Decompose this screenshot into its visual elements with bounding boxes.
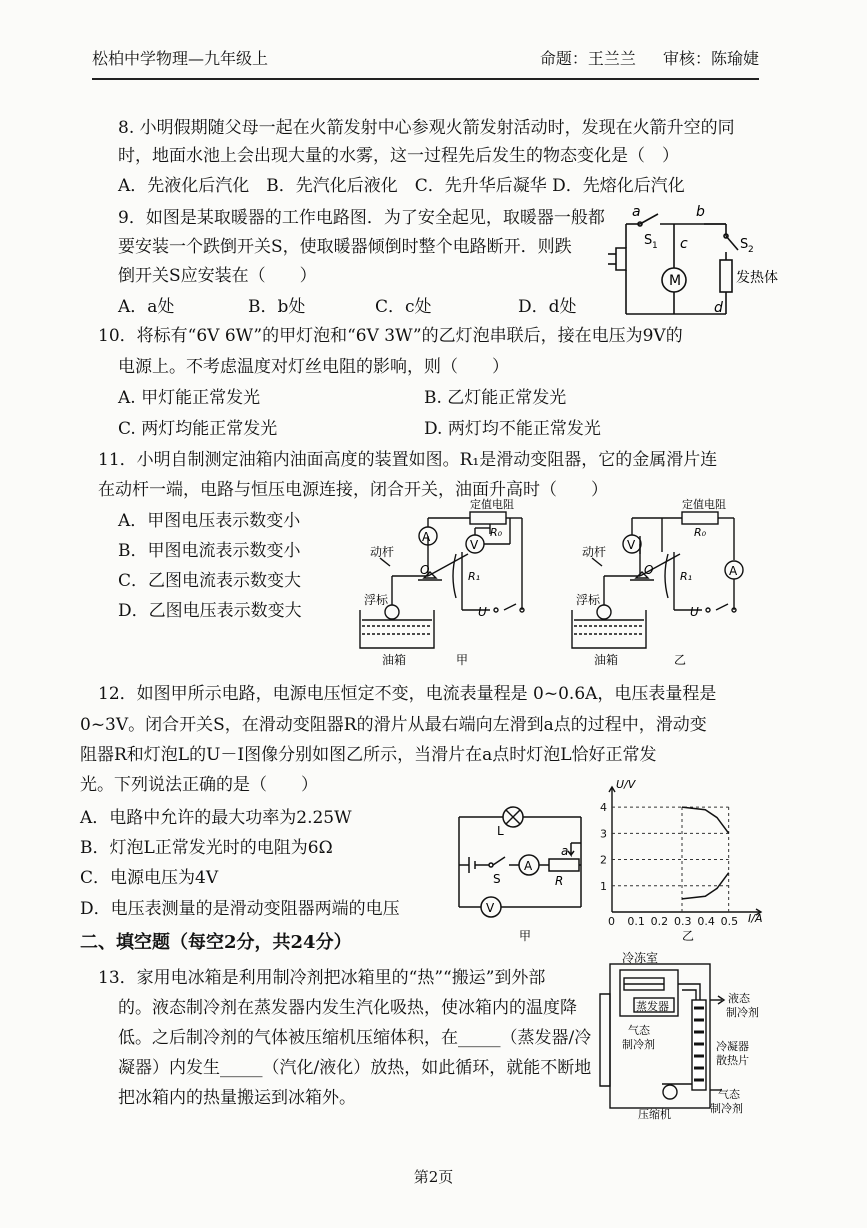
q11-figure-jia bbox=[350, 500, 540, 670]
chart-series-line-1 bbox=[682, 807, 729, 833]
q9-label-s1-sub: 1 bbox=[652, 241, 658, 251]
q11-option-c: C．乙图电流表示数变大 bbox=[118, 571, 302, 591]
header-title: 松柏中学物理—九年级上 bbox=[92, 49, 269, 68]
q12-line1: 12．如图甲所示电路，电源电压恒定不变，电流表量程是 0~0.6A，电压表量程是 bbox=[98, 684, 717, 704]
q11-jia-float: 浮标 bbox=[364, 593, 389, 607]
q13-condenser-label bbox=[716, 1039, 753, 1067]
q10-option-b: B. 乙灯能正常发光 bbox=[424, 388, 567, 408]
q11-option-d: D．乙图电压表示数变大 bbox=[118, 601, 302, 621]
q12-chart-caption: 乙 bbox=[682, 929, 695, 943]
q9-option-a: A．a处 bbox=[118, 297, 175, 317]
q13-gas-refrig-l1: 气态 bbox=[628, 1024, 650, 1037]
q13-evaporator-label: 蒸发器 bbox=[636, 1000, 669, 1013]
q13-fridge-diagram bbox=[592, 950, 792, 1120]
q11-yi-ammeter: A bbox=[729, 564, 738, 578]
q11-line1: 11．小明自制测定油箱内油面高度的装置如图。R₁是滑动变阻器，它的金属滑片连 bbox=[98, 450, 718, 470]
q11-jia-r1: R₁ bbox=[468, 570, 481, 583]
chart-y-tick-label: 4 bbox=[600, 801, 607, 815]
q13-compressor-label: 压缩机 bbox=[638, 1108, 671, 1121]
q12-jia-caption: 甲 bbox=[519, 929, 532, 943]
q9-label-s2-sub: 2 bbox=[748, 245, 754, 255]
q9-heater-label: 发热体 bbox=[736, 270, 778, 286]
q9-line1: 9．如图是某取暖器的工作电路图．为了安全起见，取暖器一般都 bbox=[118, 208, 605, 228]
q11-yi-caption: 乙 bbox=[674, 653, 687, 667]
page-footer: 第2页 bbox=[413, 1168, 454, 1186]
q10-option-d: D. 两灯均不能正常发光 bbox=[424, 419, 601, 439]
q12-option-d: D．电压表测量的是滑动变阻器两端的电压 bbox=[80, 899, 400, 919]
q11-jia-ammeter: A bbox=[422, 530, 431, 544]
q11-yi-r0: R₀ bbox=[694, 526, 707, 539]
q13-liquid-refrig-l1: 液态 bbox=[728, 992, 750, 1005]
q11-jia-caption: 甲 bbox=[456, 653, 469, 667]
q9-option-c: C．c处 bbox=[375, 297, 432, 317]
q9-heater-circuit bbox=[596, 200, 796, 320]
q11-line2: 在动杆一端，电路与恒压电源连接，闭合开关，油面升高时（ ） bbox=[98, 480, 608, 500]
q12-option-c: C．电源电压为4V bbox=[80, 868, 219, 888]
q12-chart-xlabel: I/A bbox=[748, 912, 763, 925]
q11-jia-rod: 动杆 bbox=[370, 545, 395, 559]
q12-jia-s: S bbox=[493, 872, 501, 886]
q8-line1: 8. 小明假期随父母一起在火箭发射中心参观火箭发射活动时，发现在火箭升空的同 bbox=[118, 118, 735, 138]
header-credits bbox=[518, 46, 759, 69]
q9-motor-label: M bbox=[669, 273, 682, 289]
q11-jia-tank: 油箱 bbox=[382, 653, 407, 667]
q12-jia-ammeter: A bbox=[524, 859, 533, 873]
q13-gas-refrig2-l2: 制冷剂 bbox=[710, 1102, 743, 1115]
chart-y-tick-label: 3 bbox=[600, 827, 607, 841]
header-reviewer: 审核：陈瑜婕 bbox=[662, 49, 759, 68]
q9-label-c: c bbox=[680, 236, 688, 252]
q13-line5: 把冰箱内的热量搬运到冰箱外。 bbox=[118, 1088, 356, 1108]
q11-option-b: B．甲图电流表示数变小 bbox=[118, 541, 301, 561]
q13-gas-refrig-l2: 制冷剂 bbox=[622, 1038, 655, 1051]
q11-jia-o: O bbox=[420, 563, 430, 577]
q13-line2: 的。液态制冷剂在蒸发器内发生汽化吸热，使冰箱内的温度降 bbox=[118, 998, 577, 1018]
q9-option-d: D．d处 bbox=[518, 297, 577, 317]
q12-line4: 光。下列说法正确的是（ ） bbox=[80, 775, 318, 795]
q9-option-b: B．b处 bbox=[248, 297, 306, 317]
q13-gas-refrig2-l1: 气态 bbox=[718, 1088, 740, 1101]
q9-label-b: b bbox=[696, 204, 705, 220]
chart-y-tick-label: 2 bbox=[600, 853, 607, 867]
q13-freezer-label: 冷冻室 bbox=[622, 951, 659, 965]
q13-line1: 13．家用电冰箱是利用制冷剂把冰箱里的“热”“搬运”到外部 bbox=[98, 968, 546, 988]
chart-x-tick-label: 0 bbox=[608, 915, 615, 928]
q11-yi-o: O bbox=[644, 563, 654, 577]
q12-circuit-jia bbox=[455, 795, 595, 945]
q11-yi-voltmeter: V bbox=[627, 538, 636, 552]
q13-line4: 凝器）内发生_____（汽化/液化）放热，如此循环，就能不断地 bbox=[118, 1058, 592, 1078]
q9-label-a: a bbox=[632, 204, 641, 220]
q11-jia-voltmeter: V bbox=[470, 538, 479, 552]
q11-option-a: A．甲图电压表示数变小 bbox=[118, 511, 301, 531]
q10-option-a: A. 甲灯能正常发光 bbox=[118, 388, 261, 408]
q12-option-a: A．电路中允许的最大功率为2.25W bbox=[80, 808, 352, 828]
chart-x-tick-label: 0.5 bbox=[720, 915, 739, 928]
q11-yi-float: 浮标 bbox=[576, 593, 601, 607]
q9-line2: 要安装一个跌倒开关S，使取暖器倾倒时整个电路断开．则跌 bbox=[118, 237, 572, 257]
q13-liquid-refrig-l2: 制冷剂 bbox=[726, 1006, 759, 1019]
q8-options: A．先液化后汽化 B．先汽化后液化 C．先升华后凝华 D．先熔化后汽化 bbox=[118, 176, 685, 196]
chart-x-tick-label: 0.1 bbox=[627, 915, 645, 928]
chart-y-tick-label: 1 bbox=[600, 879, 607, 893]
q9-label-s2: S bbox=[740, 237, 749, 252]
chart-x-tick-label: 0.2 bbox=[650, 915, 669, 928]
q11-yi-rod: 动杆 bbox=[582, 545, 607, 559]
q11-figure-yi bbox=[562, 500, 752, 670]
q12-jia-voltmeter: V bbox=[486, 901, 495, 915]
q11-yi-r1: R₁ bbox=[680, 570, 693, 583]
page-header bbox=[92, 38, 759, 80]
q11-yi-u: U bbox=[690, 605, 699, 619]
q9-line3: 倒开关S应安装在（ ） bbox=[118, 266, 317, 286]
q13-condenser-l1: 冷凝器 bbox=[716, 1040, 749, 1053]
q13-line3: 低。之后制冷剂的气体被压缩机压缩体积，在_____（蒸发器/冷 bbox=[118, 1028, 592, 1048]
q12-chart-ylabel: U/V bbox=[616, 778, 636, 791]
q12-ui-chart bbox=[590, 780, 770, 950]
q13-gas-refrig2-label bbox=[710, 1087, 744, 1115]
q13-condenser-l2: 散热片 bbox=[716, 1054, 749, 1067]
header-author: 命题：王兰兰 bbox=[539, 49, 636, 68]
chart-x-tick-label: 0.4 bbox=[697, 915, 715, 928]
section-fill-in-title: 二、填空题（每空2分，共24分） bbox=[80, 932, 352, 953]
q12-jia-l: L bbox=[497, 824, 504, 838]
q12-line2: 0~3V。闭合开关S，在滑动变阻器R的滑片从最右端向左滑到a点的过程中，滑动变 bbox=[80, 715, 707, 735]
q10-line2: 电源上。不考虑温度对灯丝电阻的影响，则（ ） bbox=[118, 357, 509, 377]
q10-line1: 10．将标有“6V 6W”的甲灯泡和“6V 3W”的乙灯泡串联后，接在电压为9V的 bbox=[98, 326, 683, 346]
chart-x-tick-label: 0.3 bbox=[674, 915, 692, 928]
q11-jia-fixed-res: 定值电阻 bbox=[470, 498, 514, 511]
q12-jia-a: a bbox=[561, 844, 569, 858]
q11-yi-tank: 油箱 bbox=[594, 653, 619, 667]
q13-gas-refrig-label bbox=[622, 1023, 655, 1051]
q8-line2: 时，地面水池上会出现大量的水雾，这一过程先后发生的物态变化是（ ） bbox=[118, 146, 679, 166]
q11-yi-fixed-res: 定值电阻 bbox=[682, 498, 726, 511]
q11-jia-r0: R₀ bbox=[490, 526, 503, 539]
q10-option-c: C. 两灯均能正常发光 bbox=[118, 419, 278, 439]
q12-jia-r: R bbox=[555, 874, 564, 888]
q9-label-s1: S bbox=[644, 233, 653, 248]
q13-liquid-refrig-label bbox=[726, 991, 759, 1019]
q12-line3: 阻器R和灯泡L的U－I图像分别如图乙所示，当滑片在a点时灯泡L恰好正常发 bbox=[80, 745, 657, 765]
q9-label-d: d bbox=[714, 300, 723, 316]
q12-option-b: B．灯泡L正常发光时的电阻为6Ω bbox=[80, 838, 333, 858]
q11-jia-u: U bbox=[478, 605, 487, 619]
